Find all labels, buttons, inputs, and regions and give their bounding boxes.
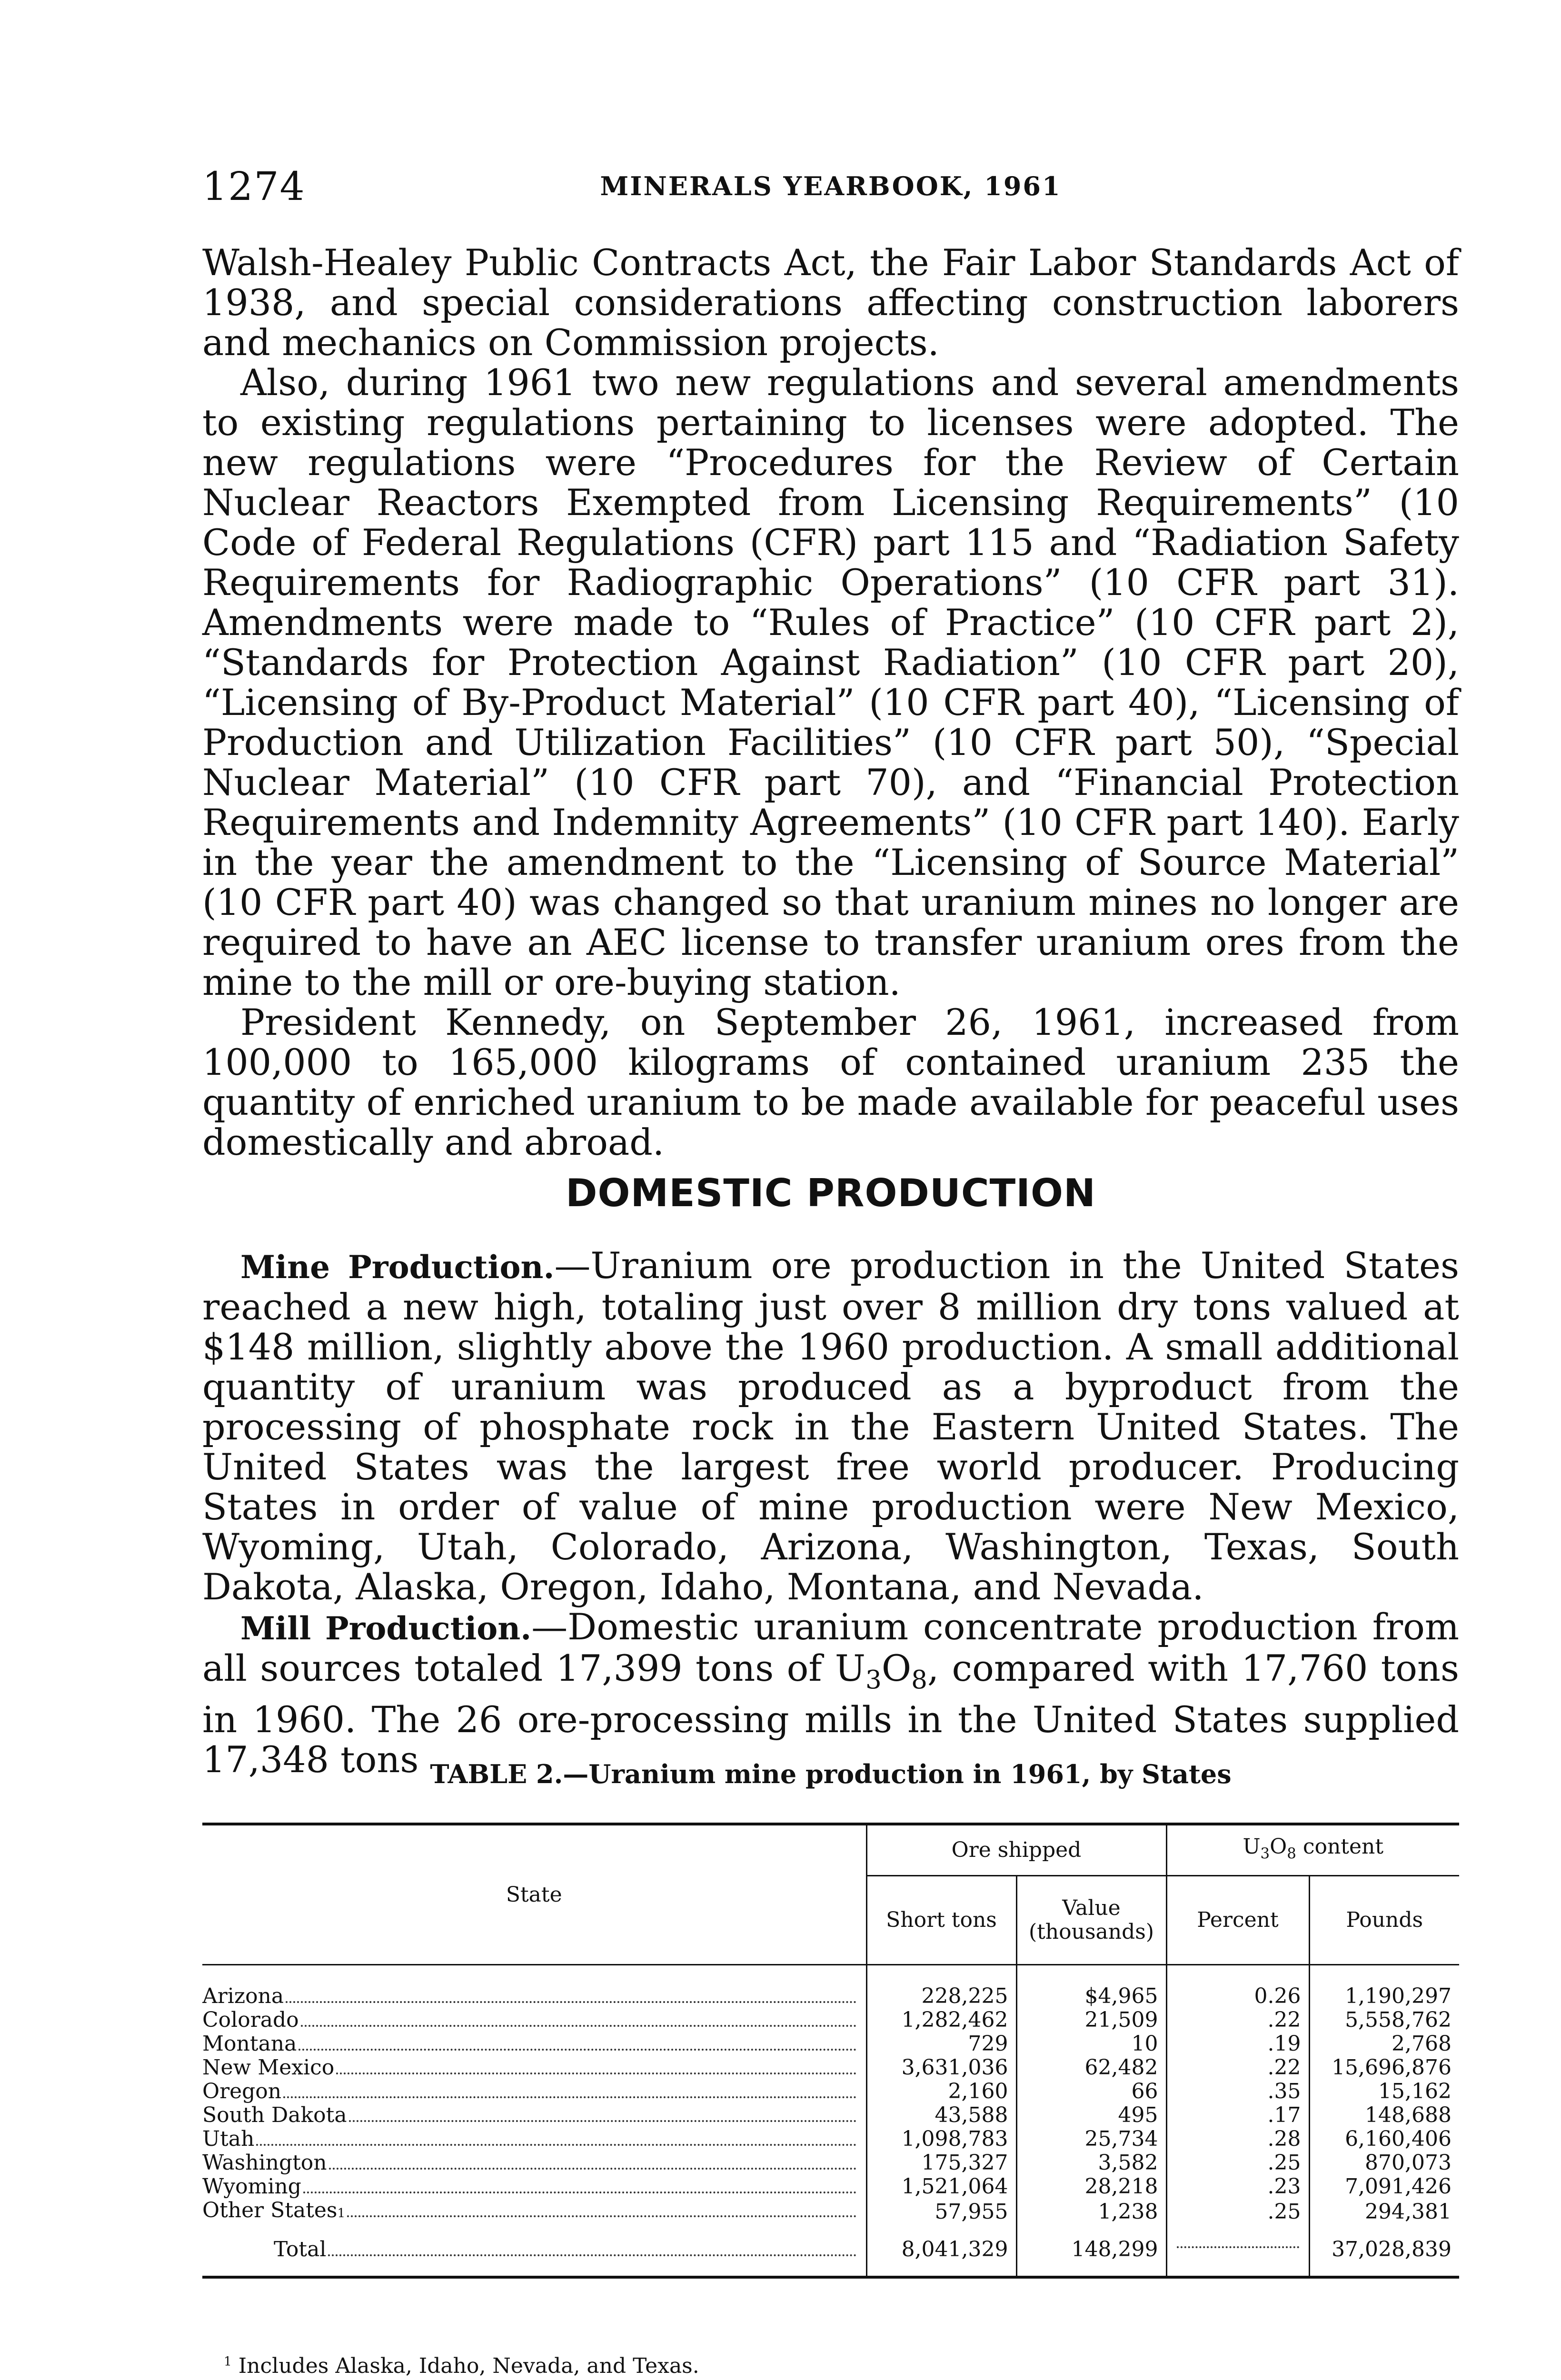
state-name: Colorado bbox=[202, 2008, 299, 2032]
pounds-cell: 5,558,762 bbox=[1309, 2008, 1459, 2032]
percent-cell: .28 bbox=[1166, 2127, 1309, 2151]
mill-text-b: O bbox=[881, 1647, 912, 1689]
table-row bbox=[202, 2008, 1459, 2032]
table-row bbox=[202, 2175, 1459, 2199]
pounds-cell: 294,381 bbox=[1309, 2199, 1459, 2225]
uranium-production-table bbox=[202, 1823, 1459, 2279]
percent-cell: .25 bbox=[1166, 2151, 1309, 2175]
mill-production-lead: Mill Production. bbox=[240, 1610, 532, 1647]
state-name: Oregon bbox=[202, 2080, 282, 2103]
footnote bbox=[224, 2354, 699, 2378]
mill-text-c: , compared with 17,760 tons in 1960. The 26 ore-processing mills in the United States supplied 17,348 tons bbox=[202, 1647, 1459, 1781]
page-number: 1274 bbox=[202, 164, 306, 209]
state-name: New Mexico bbox=[202, 2056, 335, 2080]
mill-subscript-8: 8 bbox=[911, 1665, 927, 1695]
short-tons-cell: 1,098,783 bbox=[866, 2127, 1016, 2151]
pounds-cell: 148,688 bbox=[1309, 2103, 1459, 2127]
table-row bbox=[202, 2080, 1459, 2103]
pounds-cell: 15,162 bbox=[1309, 2080, 1459, 2103]
short-tons-cell: 2,160 bbox=[866, 2080, 1016, 2103]
pounds-cell: 15,696,876 bbox=[1309, 2056, 1459, 2080]
paragraph-continuation: Walsh-Healey Public Contracts Act, the Fair Labor Standards Act of 1938, and special considerations affecting construction laborers and mechanics on Commission projects. bbox=[202, 241, 1459, 364]
total-label: Total bbox=[274, 2238, 327, 2261]
state-name: Other States bbox=[202, 2199, 338, 2222]
short-tons-cell: 228,225 bbox=[866, 1984, 1016, 2008]
short-tons-cell: 1,521,064 bbox=[866, 2175, 1016, 2199]
u3o8-content-word: content bbox=[1296, 1835, 1384, 1859]
table-row bbox=[202, 2199, 1459, 2225]
spacer-row bbox=[202, 1965, 1459, 1985]
header-pounds: Pounds bbox=[1309, 1876, 1459, 1965]
state-name: Wyoming bbox=[202, 2175, 301, 2199]
mine-production-text: —Uranium ore production in the United States reached a new high, totaling just over 8 million dry tons valued at $148 million, slightly above the 1960 production. A small additional quantity of uranium was produced as a byproduct from the processing of phosphate rock in the Eastern United States. The United States was the largest free world producer. Producing States in order of value of mine production were New Mexico, Wyoming, Utah, Colorado, Arizona, Washington, Texas, South Dakota, Alaska, Oregon, Idaho, Montana, and Nevada. bbox=[202, 1244, 1459, 1608]
percent-cell: .17 bbox=[1166, 2103, 1309, 2127]
header-percent: Percent bbox=[1166, 1876, 1309, 1965]
header-ore-shipped: Ore shipped bbox=[866, 1824, 1166, 1876]
bottom-rule bbox=[202, 2277, 1459, 2279]
value-cell: 28,218 bbox=[1016, 2175, 1166, 2199]
value-cell: 3,582 bbox=[1016, 2151, 1166, 2175]
table-header-row-1 bbox=[202, 1824, 1459, 1876]
short-tons-cell: 3,631,036 bbox=[866, 2056, 1016, 2080]
percent-cell: 0.26 bbox=[1166, 1984, 1309, 2008]
running-title: MINERALS YEARBOOK, 1961 bbox=[600, 171, 1062, 201]
paragraph-mine-production bbox=[202, 1246, 1459, 1607]
pounds-cell: 2,768 bbox=[1309, 2032, 1459, 2056]
short-tons-cell: 1,282,462 bbox=[866, 2008, 1016, 2032]
pounds-cell: 7,091,426 bbox=[1309, 2175, 1459, 2199]
mine-production-lead: Mine Production. bbox=[240, 1249, 555, 1286]
value-cell: 66 bbox=[1016, 2080, 1166, 2103]
header-value-line1: Value bbox=[1062, 1896, 1121, 1920]
table-row bbox=[202, 2032, 1459, 2056]
state-name: Arizona bbox=[202, 1984, 284, 2008]
paragraph-regulations: Also, during 1961 two new regulations and several amendments to existing regulations pertaining to licenses were adopted. The new regulations were “Procedures for the Review of Certain Nuclear Reactors Exempted from Licensing Requirements” (10 Code of Federal Regulations (CFR) part 115 and “Radiation Safety Requirements for Radiographic Operations” (10 CFR part 31). Amendments were made to “Rules of Practice” (10 CFR part 2), “Standards for Protection Against Radiation” (10 CFR part 20), “Licensing of By-Product Material” (10 CFR part 40), “Licensing of Production and Utilization Facilities” (10 CFR part 50), “Special Nuclear Material” (10 CFR part 70), and “Financial Protection Requirements and Indemnity Agreements” (10 CFR part 140). Early in the year the amendment to the “Licensing of Source Material” (10 CFR part 40) was changed so that uranium mines no longer are required to have an AEC license to transfer uranium ores from the mine to the mill or ore-buying station. bbox=[202, 361, 1459, 1003]
header-value-line2: (thousands) bbox=[1028, 1920, 1154, 1944]
percent-cell: .25 bbox=[1166, 2199, 1309, 2225]
u3o8-o: O bbox=[1270, 1835, 1287, 1859]
total-value: 148,299 bbox=[1016, 2225, 1166, 2277]
short-tons-cell: 729 bbox=[866, 2032, 1016, 2056]
table-row bbox=[202, 2056, 1459, 2080]
value-cell: 21,509 bbox=[1016, 2008, 1166, 2032]
mill-text-a: —Domestic uranium concentrate production from all sources totaled 17,399 tons of U bbox=[202, 1606, 1459, 1689]
footnote-ref: 1 bbox=[337, 2206, 346, 2221]
state-name: Montana bbox=[202, 2032, 297, 2056]
table-row bbox=[202, 2103, 1459, 2127]
percent-cell: .35 bbox=[1166, 2080, 1309, 2103]
short-tons-cell: 43,588 bbox=[866, 2103, 1016, 2127]
header-u3o8-content bbox=[1166, 1824, 1459, 1876]
paragraph-kennedy: President Kennedy, on September 26, 1961, increased from 100,000 to 165,000 kilograms of contained uranium 235 the quantity of enriched uranium to be made available for peaceful uses domestically and abroad. bbox=[202, 1001, 1459, 1163]
header-state: State bbox=[202, 1824, 866, 1965]
total-pounds: 37,028,839 bbox=[1309, 2225, 1459, 2277]
u3o8-sub-3: 3 bbox=[1260, 1844, 1270, 1862]
state-name: South Dakota bbox=[202, 2103, 347, 2127]
short-tons-cell: 57,955 bbox=[866, 2199, 1016, 2225]
header-short-tons: Short tons bbox=[866, 1876, 1016, 1965]
header-value bbox=[1016, 1876, 1166, 1965]
value-cell: 10 bbox=[1016, 2032, 1166, 2056]
table-body bbox=[202, 1965, 1459, 2279]
value-cell: 62,482 bbox=[1016, 2056, 1166, 2080]
pounds-cell: 870,073 bbox=[1309, 2151, 1459, 2175]
pounds-cell: 1,190,297 bbox=[1309, 1984, 1459, 2008]
total-row bbox=[202, 2225, 1459, 2277]
value-cell: 1,238 bbox=[1016, 2199, 1166, 2225]
running-head bbox=[202, 164, 1459, 221]
u3o8-sub-8: 8 bbox=[1287, 1844, 1296, 1862]
u3o8-u: U bbox=[1243, 1835, 1261, 1859]
table-caption: TABLE 2.—Uranium mine production in 1961, by States bbox=[430, 1759, 1232, 1789]
body-text bbox=[202, 243, 1459, 1780]
paragraph-mill-production bbox=[202, 1607, 1459, 1780]
value-cell: $4,965 bbox=[1016, 1984, 1166, 2008]
percent-cell: .22 bbox=[1166, 2008, 1309, 2032]
mill-subscript-3: 3 bbox=[865, 1665, 882, 1695]
table-row bbox=[202, 2151, 1459, 2175]
footnote-mark: 1 bbox=[224, 2354, 232, 2369]
total-short-tons: 8,041,329 bbox=[866, 2225, 1016, 2277]
footnote-text: Includes Alaska, Idaho, Nevada, and Texas. bbox=[231, 2354, 699, 2378]
value-cell: 25,734 bbox=[1016, 2127, 1166, 2151]
table-row bbox=[202, 2127, 1459, 2151]
value-cell: 495 bbox=[1016, 2103, 1166, 2127]
percent-cell: .22 bbox=[1166, 2056, 1309, 2080]
percent-cell: .19 bbox=[1166, 2032, 1309, 2056]
table-block bbox=[202, 1759, 1459, 2279]
state-name: Utah bbox=[202, 2127, 255, 2151]
table-row bbox=[202, 1984, 1459, 2008]
percent-cell: .23 bbox=[1166, 2175, 1309, 2199]
short-tons-cell: 175,327 bbox=[866, 2151, 1016, 2175]
section-heading: DOMESTIC PRODUCTION bbox=[566, 1171, 1096, 1215]
pounds-cell: 6,160,406 bbox=[1309, 2127, 1459, 2151]
state-name: Washington bbox=[202, 2151, 327, 2175]
